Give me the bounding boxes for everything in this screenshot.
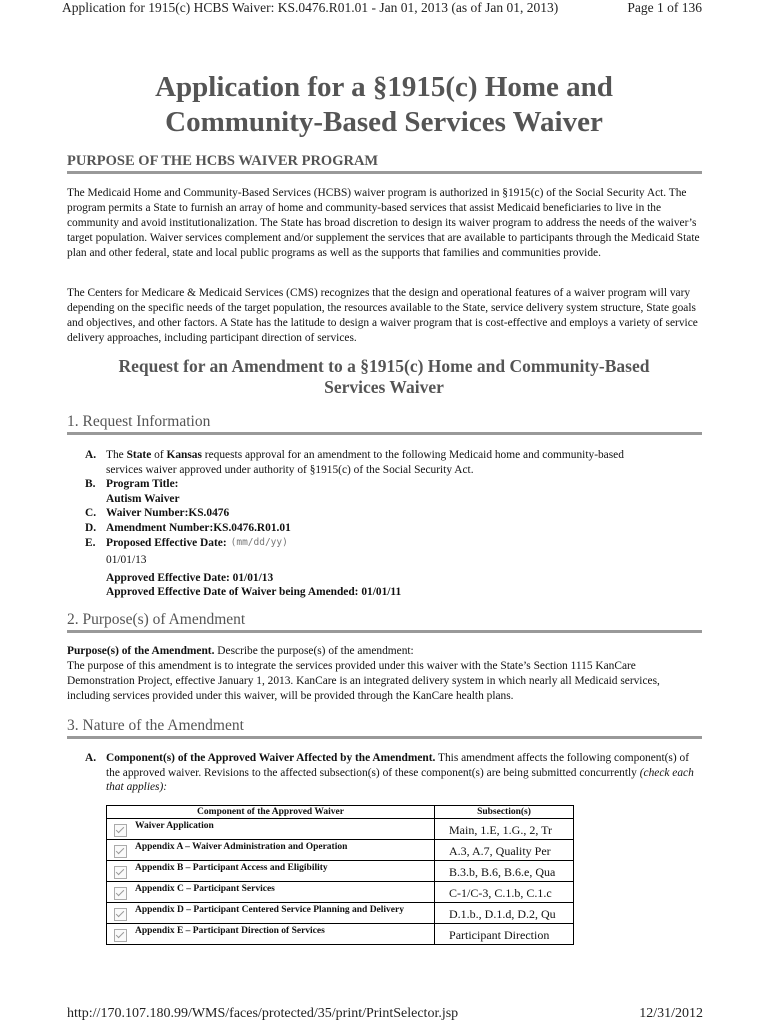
- item-e: E. Proposed Effective Date: (mm/dd/yy): [85, 536, 288, 549]
- proposed-effective-date-value: 01/01/13: [106, 554, 147, 567]
- request-title: [66, 356, 702, 398]
- subsection-value[interactable]: Participant Direction: [449, 928, 550, 942]
- table-header-row: [107, 806, 574, 819]
- table-col-subsections: Subsection(s): [435, 806, 574, 819]
- amendment-number: Amendment Number:KS.0476.R01.01: [106, 521, 291, 534]
- component-checkbox[interactable]: [114, 866, 127, 879]
- document-title: [66, 70, 702, 140]
- footer-date: 12/31/2012: [639, 1006, 703, 1021]
- table-row: Appendix A – Waiver Administration and Operation A.3, A.7, Quality Per: [107, 840, 574, 861]
- program-title-value: Autism Waiver: [106, 492, 180, 505]
- purpose-heading: PURPOSE OF THE HCBS WAIVER PROGRAM: [67, 152, 702, 174]
- component-checkbox[interactable]: [114, 929, 127, 942]
- table-row: Appendix E – Participant Direction of Services Participant Direction: [107, 924, 574, 945]
- header-page-number: Page 1 of 136: [627, 0, 702, 15]
- page-header: [62, 0, 712, 20]
- component-checkbox[interactable]: [114, 908, 127, 921]
- amendment-purpose-text: The purpose of this amendment is to integrate the services provided under this waiver with the State’s Section 1115 KanCare Demonstration Project, effective January 1, 2013. KanCare is an integrated delivery system in which nearly all Medicaid services, including services provided under this waiver, will be provided through the KanCare health plans.: [67, 660, 660, 702]
- section-1-heading: 1. Request Information: [67, 412, 702, 435]
- section-2-heading: 2. Purpose(s) of Amendment: [67, 610, 702, 633]
- header-doc-title: Application for 1915(c) HCBS Waiver: KS.0476.R01.01 - Jan 01, 2013 (as of Jan 01, 2013): [62, 0, 559, 15]
- subsection-value[interactable]: A.3, A.7, Quality Per: [449, 844, 551, 858]
- purpose-paragraph-1: The Medicaid Home and Community-Based Services (HCBS) waiver program is authorized in §1915(c) of the Social Security Act. The program permits a State to furnish an array of home and community-based services that assist Medicaid beneficiaries to live in the community and avoid institutionalization. The State has broad discretion to design its waiver program to address the needs of the waiver’s target population. Waiver services complement and/or supplement the services that are available to participants through the Medicaid State plan and other federal, state and local public programs as well as the supports that families and communities provide.: [67, 187, 700, 259]
- request-title-line-2: Services Waiver: [324, 377, 444, 397]
- item-a-line-2: services waiver approved under authority of §1915(c) of the Social Security Act.: [106, 463, 474, 476]
- waiver-number: Waiver Number:KS.0476: [106, 507, 230, 520]
- subsection-value[interactable]: D.1.b., D.1.d, D.2, Qu: [449, 907, 556, 921]
- table-row: Appendix C – Participant Services C-1/C-3, C.1.b, C.1.c: [107, 882, 574, 903]
- title-line-2: Community-Based Services Waiver: [165, 106, 603, 138]
- components-table: [106, 805, 574, 945]
- item-d: D. Amendment Number:KS.0476.R01.01: [85, 521, 291, 534]
- table-row: Appendix D – Participant Centered Service Planning and Delivery D.1.b., D.1.d, D.2, Qu: [107, 903, 574, 924]
- approved-amended-date: Approved Effective Date of Waiver being Amended: 01/01/11: [106, 586, 402, 599]
- purpose-paragraph-2: The Centers for Medicare & Medicaid Services (CMS) recognizes that the design and operational features of a waiver program will vary depending on the specific needs of the target population, the resources available to the State, service delivery system structure, State goals and objectives, and other factors. A State has the latitude to design a waiver program that is cost-effective and employs a variety of service delivery approaches, including participant direction of services.: [67, 287, 698, 344]
- page-footer: [67, 1006, 703, 1022]
- item-c: C. Waiver Number:KS.0476: [85, 507, 230, 520]
- approved-effective-date: Approved Effective Date: 01/01/13: [106, 571, 274, 584]
- component-checkbox[interactable]: [114, 887, 127, 900]
- table-row: Waiver Application Main, 1.E, 1.G., 2, Tr: [107, 819, 574, 840]
- component-checkbox[interactable]: [114, 845, 127, 858]
- request-title-line-1: Request for an Amendment to a §1915(c) Home and Community-Based: [118, 356, 650, 376]
- component-checkbox[interactable]: [114, 824, 127, 837]
- request-information-list: [85, 448, 705, 600]
- subsection-value[interactable]: C-1/C-3, C.1.b, C.1.c: [449, 886, 552, 900]
- title-line-1: Application for a §1915(c) Home and: [155, 71, 613, 103]
- subsection-value[interactable]: B.3.b, B.6, B.6.e, Qua: [449, 865, 556, 879]
- state-value: Kansas: [166, 449, 202, 461]
- item-b: B. Program Title:: [85, 478, 179, 491]
- date-format-hint: (mm/dd/yy): [230, 536, 288, 548]
- item-a: A. The State of Kansas requests approval for an amendment to the following Medicaid home and community-based: [85, 449, 624, 461]
- section-3-heading: 3. Nature of the Amendment: [67, 716, 702, 739]
- section-2-body: Purpose(s) of the Amendment. Describe the purpose(s) of the amendment: The purpose of this amendment is to integrate the services provided under this waiver with the State’s Section 1115 KanCare Demonstration Project, effective January 1, 2013. KanCare is an integrated delivery system in which nearly all Medicaid services, including services provided under this waiver, will be provided through the KanCare health plans.: [67, 645, 660, 702]
- table-col-component: Component of the Approved Waiver: [107, 806, 435, 819]
- subsection-value[interactable]: Main, 1.E, 1.G., 2, Tr: [449, 823, 553, 837]
- table-row: Appendix B – Participant Access and Eligibility B.3.b, B.6, B.6.e, Qua: [107, 861, 574, 882]
- section-3-item-a: A. Component(s) of the Approved Waiver Affected by the Amendment. This amendment affects the following component(s) of the approved waiver. Revisions to the affected subsection(s) of these component(s) are being submitted concurrently (check each that applies):: [85, 752, 694, 794]
- footer-url: http://170.107.180.99/WMS/faces/protected/35/print/PrintSelector.jsp: [67, 1006, 459, 1021]
